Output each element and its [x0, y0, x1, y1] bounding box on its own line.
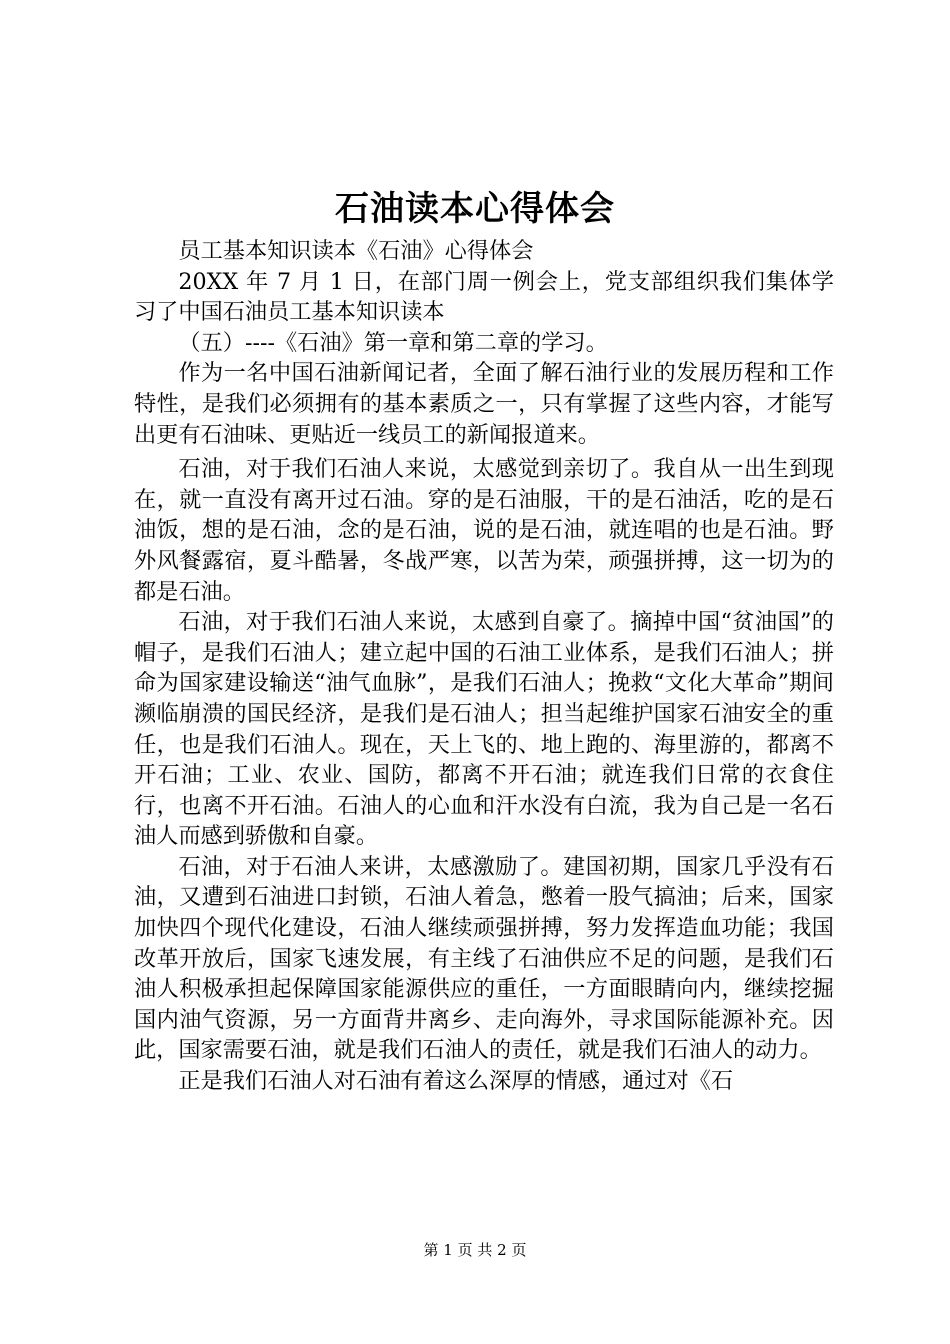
- page-footer: 第 1 页 共 2 页: [423, 1241, 527, 1259]
- paragraph-chapter: （五）----《石油》第一章和第二章的学习。: [178, 329, 608, 356]
- paragraph-subtitle: 员工基本知识读本《石油》心得体会: [178, 238, 534, 264]
- document-body: [134, 236, 834, 1097]
- paragraph-conclusion: 正是我们石油人对石油有着这么深厚的情感，通过对《石: [178, 1068, 734, 1095]
- paragraph-reporter: 作为一名中国石油新闻记者，全面了解石油行业的发展历程和工作特性，是我们必须拥有的基本素质之一，只有掌握了这些内容，才能写出更有石油味、更贴近一线员工的新闻报道来。: [134, 360, 834, 448]
- paragraph-intimate: 石油，对于我们石油人来说，太感觉到亲切了。我自从一出生到现在，就一直没有离开过石油。穿的是石油服，干的是石油活，吃的是石油饭，想的是石油，念的是石油，说的是石油，就连唱的也是石油。野外风餐露宿，夏斗酷暑，冬战严寒，以苦为荣，顽强拼搏，这一切为的都是石油。: [134, 456, 834, 605]
- paragraph-intro: 20XX 年 7 月 1 日，在部门周一例会上，党支部组织我们集体学习了中国石油员工基本知识读本: [134, 268, 834, 326]
- paragraph-inspired: 石油，对于石油人来讲，太感激励了。建国初期，国家几乎没有石油，又遭到石油进口封锁，石油人着急，憋着一股气搞油；后来，国家加快四个现代化建设，石油人继续顽强拼搏，努力发挥造血功能；我国改革开放后，国家飞速发展，有主线了石油供应不足的问题，是我们石油人积极承担起保障国家能源供应的重任，一方面眼睛向内，继续挖掘国内油气资源，另一方面背井离乡、走向海外，寻求国际能源补充。因此，国家需要石油，就是我们石油人的责任，就是我们石油人的动力。: [134, 853, 834, 1064]
- paragraph-proud: 石油，对于我们石油人来说，太感到自豪了。摘掉中国“贫油国”的帽子，是我们石油人；建立起中国的石油工业体系，是我们石油人；拼命为国家建设输送“油气血脉”，是我们石油人；挽救“文化大革命”期间濒临崩溃的国民经济，是我们是石油人；担当起维护国家石油安全的重任，也是我们石油人。现在，天上飞的、地上跑的、海里游的，都离不开石油；工业、农业、国防，都离不开石油；就连我们日常的衣食住行，也离不开石油。石油人的心血和汗水没有白流，我为自己是一名石油人而感到骄傲和自豪。: [134, 609, 834, 850]
- document-title: 石油读本心得体会: [335, 189, 615, 229]
